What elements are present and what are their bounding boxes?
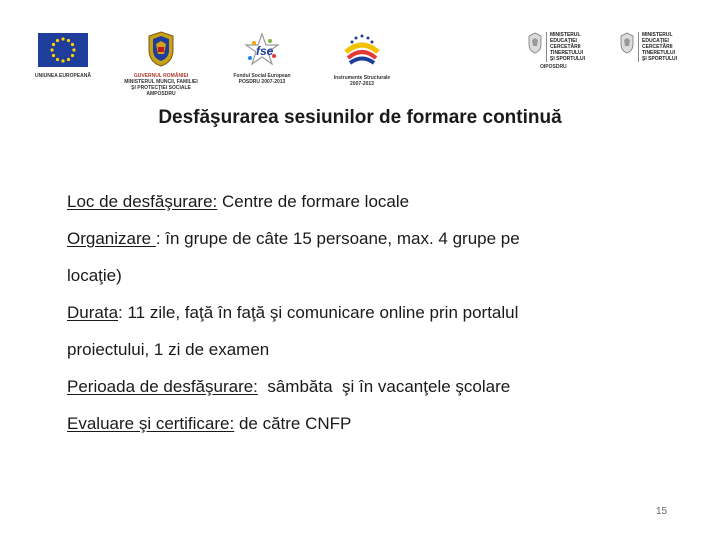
item-text: sâmbăta şi în vacanţele şcolare: [257, 377, 511, 396]
item-location: [67, 183, 667, 220]
item-text: Centre de formare locale: [217, 192, 410, 211]
is-logo: [322, 30, 402, 87]
slide-title: Desfăşurarea sesiunilor de formare continuă: [158, 107, 562, 128]
med2-line-3: CERCETĂRII: [642, 44, 673, 50]
is-caption-2: 2007-2013: [350, 81, 374, 87]
guv-caption-1: GUVERNUL ROMÂNIEI: [133, 73, 189, 79]
guv-logo: [118, 30, 204, 97]
item-text: : în grupe de câte 15 persoane, max. 4 grupe pe: [155, 229, 520, 248]
coat-of-arms-icon: [146, 30, 176, 68]
item-organization-cont: [67, 257, 667, 294]
med2-line-2: EDUCAŢIEI: [642, 38, 669, 44]
item-text: locaţie): [67, 266, 122, 285]
item-evaluation: [67, 405, 667, 442]
med-logo-1: [528, 32, 596, 70]
med2-line-1: MINISTERUL: [642, 32, 673, 38]
eu-logo: [32, 33, 94, 79]
fse-star-icon: [240, 32, 284, 68]
med1-line-1: MINISTERUL: [550, 32, 581, 38]
item-duration: [67, 294, 667, 331]
guv-caption-4: AMPOSDRU: [146, 91, 176, 97]
med2-line-5: ŞI SPORTULUI: [642, 56, 678, 62]
med1-sub: OIPOSDRU: [540, 64, 567, 70]
med1-line-2: EDUCAŢIEI: [550, 38, 577, 44]
eu-caption: UNIUNEA EUROPEANĂ: [35, 73, 91, 79]
guv-caption-2: MINISTERUL MUNCII, FAMILIEI: [124, 79, 198, 85]
ministry-crest-icon: [528, 32, 542, 54]
item-label: Organizare: [67, 229, 156, 248]
item-text: : 11 zile, faţă în faţă şi comunicare online prin portalul: [118, 303, 519, 322]
is-emblem-icon: [340, 30, 384, 70]
med-logo-2: [620, 32, 696, 62]
item-duration-cont: [67, 331, 667, 368]
item-text: de către CNFP: [234, 414, 352, 433]
page-number: 15: [656, 506, 668, 517]
fse-mark: fse: [256, 44, 274, 58]
item-label: Loc de desfăşurare:: [67, 192, 218, 211]
fse-caption-2: POSDRU 2007-2013: [238, 79, 286, 85]
item-organization: [67, 220, 667, 257]
med1-line-4: TINERETULUI: [550, 50, 584, 56]
guv-caption-3: ŞI PROTECŢIEI SOCIALE: [131, 85, 191, 91]
item-label: Durata: [67, 303, 119, 322]
is-caption-1: Instrumente Structurale: [333, 75, 391, 81]
med1-line-3: CERCETĂRII: [550, 44, 581, 50]
fse-caption-1: Fondul Social European: [233, 73, 291, 79]
item-label: Perioada de desfăşurare:: [67, 377, 258, 396]
item-text: proiectului, 1 zi de examen: [67, 340, 270, 359]
eu-flag-icon: [38, 33, 88, 67]
ministry-crest-icon: [620, 32, 634, 54]
slide-content: [67, 183, 667, 442]
item-label: Evaluare şi certificare:: [67, 414, 235, 433]
item-period: [67, 368, 667, 405]
fse-logo: [222, 32, 302, 85]
med2-line-4: TINERETULUI: [642, 50, 676, 56]
med1-line-5: ŞI SPORTULUI: [550, 56, 586, 62]
